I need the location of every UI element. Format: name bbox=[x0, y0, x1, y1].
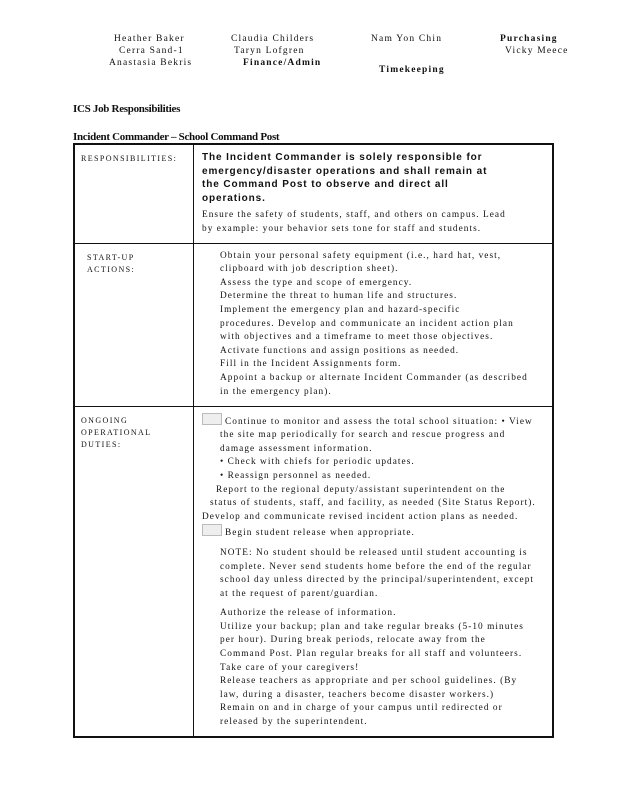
action-line: Fill in the Incident Assignments form. bbox=[220, 359, 402, 370]
label-line: START-UP bbox=[87, 252, 135, 262]
table-row bbox=[74, 243, 553, 406]
row-label-cell bbox=[74, 144, 194, 243]
action-line: Obtain your personal safety equipment (i.e., hard hat, vest, bbox=[220, 250, 502, 261]
duty-line: law, during a disaster, teachers become disaster workers.) bbox=[220, 689, 495, 700]
text-line: operations. bbox=[202, 192, 266, 204]
text-line: emergency/disaster operations and shall remain at bbox=[202, 165, 488, 177]
header-label-finance: Finance/Admin bbox=[243, 58, 322, 68]
header-name: Anastasia Bekris bbox=[109, 58, 193, 68]
duty-line: Report to the regional deputy/assistant superintendent on the bbox=[216, 484, 506, 495]
header-name: Cerra Sand-1 bbox=[119, 46, 184, 56]
action-line: Appoint a backup or alternate Incident Commander (as described bbox=[220, 372, 528, 383]
row-label-cell bbox=[74, 243, 194, 406]
checkbox-placeholder bbox=[202, 524, 222, 536]
action-line: Activate functions and assign positions as needed. bbox=[220, 345, 460, 356]
duty-line: Utilize your backup; plan and take regular breaks (5-10 minutes bbox=[220, 621, 524, 632]
table-row bbox=[74, 406, 553, 737]
header-label-timekeeping: Timekeeping bbox=[379, 65, 445, 75]
note-line: at the request of parent/guardian. bbox=[220, 588, 379, 599]
responsibilities-label: RESPONSIBILITIES: bbox=[81, 154, 178, 163]
duty-line: status of students, staff, and facility, as needed (Site Status Report). bbox=[210, 498, 536, 509]
bold-statement bbox=[202, 151, 544, 205]
bullet-line: • Check with chiefs for periodic updates. bbox=[220, 457, 415, 468]
duty-line: per hour). During break periods, relocate away from the bbox=[220, 635, 486, 646]
header-label-purchasing: Purchasing bbox=[500, 34, 558, 44]
action-line: clipboard with job description sheet). bbox=[220, 264, 399, 275]
duty-text: Begin student release when appropriate. bbox=[225, 528, 415, 539]
duty-line bbox=[202, 413, 544, 430]
duty-line: Develop and communicate revised incident action plans as needed. bbox=[202, 511, 519, 522]
duty-line: Remain on and in charge of your campus until redirected or bbox=[220, 703, 503, 714]
note-line: NOTE: No student should be released until student accounting is bbox=[220, 547, 528, 558]
header-name: Heather Baker bbox=[114, 34, 185, 44]
note-line: school day unless directed by the principal/superintendent, except bbox=[220, 575, 535, 586]
bullet-line: • Reassign personnel as needed. bbox=[220, 470, 372, 481]
startup-label bbox=[81, 252, 193, 276]
label-line: ONGOING bbox=[81, 415, 129, 425]
row-content-cell bbox=[194, 144, 554, 243]
text-line: Ensure the safety of students, staff, and others on campus. Lead bbox=[202, 210, 506, 221]
header-name: Nam Yon Chin bbox=[371, 34, 443, 44]
responsibilities-table bbox=[73, 143, 554, 738]
duty-line: released by the superintendent. bbox=[220, 717, 368, 728]
label-line: DUTIES: bbox=[81, 439, 122, 449]
action-line: Implement the emergency plan and hazard-specific bbox=[220, 304, 461, 315]
row-label-cell bbox=[74, 406, 194, 737]
responsibility-text bbox=[202, 209, 544, 236]
action-line: Determine the threat to human life and structures. bbox=[220, 291, 458, 302]
startup-actions bbox=[194, 243, 554, 406]
header-name: Claudia Childers bbox=[231, 34, 315, 44]
text-line: the Command Post to observe and direct all bbox=[202, 179, 449, 191]
duty-line bbox=[202, 524, 544, 541]
text-line: The Incident Commander is solely responsible for bbox=[202, 152, 483, 163]
action-line: procedures. Develop and communicate an incident action plan bbox=[220, 318, 514, 329]
duty-line: Authorize the release of information. bbox=[220, 608, 397, 619]
table-row bbox=[74, 144, 553, 243]
role-title: Incident Commander – School Command Post bbox=[73, 131, 280, 143]
note-line: complete. Never send students home before the end of the regular bbox=[220, 561, 532, 572]
label-line: OPERATIONAL bbox=[81, 427, 152, 437]
text-line: by example: your behavior sets tone for staff and students. bbox=[202, 223, 482, 234]
header-name: Vicky Meece bbox=[505, 46, 569, 56]
duty-line: Take care of your caregivers! bbox=[220, 662, 360, 673]
ongoing-duties bbox=[194, 406, 554, 737]
checkbox-placeholder bbox=[202, 413, 222, 425]
action-line: with objectives and a timeframe to meet those objectives. bbox=[220, 332, 494, 343]
duty-line: damage assessment information. bbox=[220, 443, 373, 454]
header-name: Taryn Lofgren bbox=[234, 46, 305, 56]
duty-line: Release teachers as appropriate and per school guidelines. (By bbox=[220, 676, 518, 687]
section-title: ICS Job Responsibilities bbox=[73, 103, 181, 115]
duty-text: Continue to monitor and assess the total school situation: • View bbox=[225, 416, 533, 427]
action-line: in the emergency plan). bbox=[220, 386, 332, 397]
duty-line: the site map periodically for search and rescue progress and bbox=[220, 430, 506, 441]
label-line: ACTIONS: bbox=[87, 264, 136, 274]
duty-line: Command Post. Plan regular breaks for all staff and volunteers. bbox=[220, 649, 523, 660]
ongoing-label bbox=[81, 415, 193, 451]
action-line: Assess the type and scope of emergency. bbox=[220, 277, 413, 288]
